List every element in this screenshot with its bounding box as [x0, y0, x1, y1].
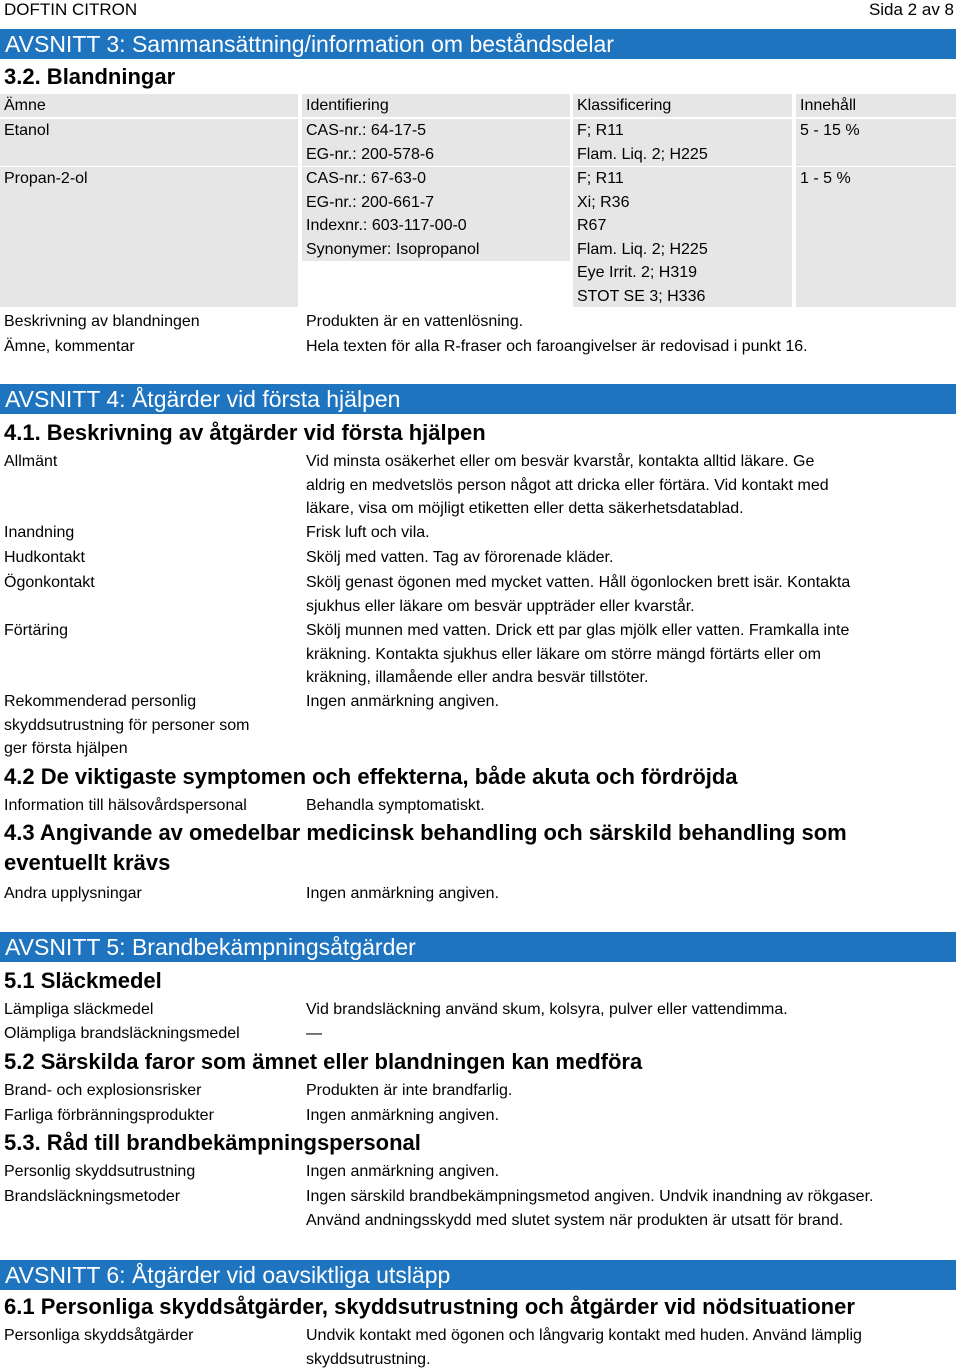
health-personnel-info-label: Information till hälsovårdspersonal	[4, 797, 247, 814]
subsection-4-1: 4.1. Beskrivning av åtgärder vid första hjälpen	[4, 420, 486, 445]
suitable-media-label: Lämpliga släckmedel	[4, 1001, 154, 1018]
classification-cell: F; R11 Flam. Liq. 2; H225	[573, 119, 792, 166]
subsection-5-2: 5.2 Särskilda faror som ämnet eller blandningen kan medföra	[4, 1049, 643, 1074]
first-aid-ingestion-value: Skölj munnen med vatten. Drick ett par glas mjölk eller vatten. Framkalla inte kräkning. Kontakta sjukhus eller läkare om större mängd förtärts eller om kräkning, illamående eller andra besvär tillstöter.	[306, 622, 850, 686]
first-aid-skin-value: Skölj med vatten. Tag av förorenade kläder.	[306, 549, 614, 566]
fire-risk-value: Produkten är inte brandfarlig.	[306, 1082, 513, 1099]
other-info-value: Ingen anmärkning angiven.	[306, 885, 500, 902]
combustion-products-label: Farliga förbränningsprodukter	[4, 1107, 214, 1124]
first-aid-general-label: Allmänt	[4, 453, 58, 470]
unsuitable-media-value: —	[306, 1025, 322, 1042]
first-aid-inhalation-label: Inandning	[4, 524, 75, 541]
extinguishing-method-label: Brandsläckningsmetoder	[4, 1188, 181, 1205]
personal-precautions-value: Undvik kontakt med ögonen och långvarig kontakt med huden. Använd lämplig skyddsutrustning.	[306, 1327, 862, 1368]
other-info-label: Andra upplysningar	[4, 885, 142, 902]
subsection-4-3: 4.3 Angivande av omedelbar medicinsk behandling och särskild behandling som eventuellt krävs	[4, 820, 847, 875]
fire-risk-label: Brand- och explosionsrisker	[4, 1082, 202, 1099]
section-3-title: AVSNITT 3: Sammansättning/information om beståndsdelar	[0, 29, 956, 59]
firefighter-ppe-label: Personlig skyddsutrustning	[4, 1163, 196, 1180]
section-6-title: AVSNITT 6: Åtgärder vid oavsiktliga utsläpp	[0, 1260, 956, 1290]
col-header-identification: Identifiering	[302, 94, 570, 117]
classification-cell: F; R11 Xi; R36 R67 Flam. Liq. 2; H225 Eye Irrit. 2; H319 STOT SE 3; H336	[573, 167, 792, 307]
substance-comment-label: Ämne, kommentar	[4, 338, 135, 355]
subsection-5-3: 5.3. Råd till brandbekämpningspersonal	[4, 1130, 421, 1155]
section-5-title: AVSNITT 5: Brandbekämpningsåtgärder	[0, 932, 956, 962]
first-aid-general-value: Vid minsta osäkerhet eller om besvär kvarstår, kontakta alltid läkare. Ge aldrig en medvetslös person något att dricka eller förtära. Vid kontakt med läkare, visa om möjligt etiketten eller detta säkerhetsdatablad.	[306, 453, 829, 517]
unsuitable-media-label: Olämpliga brandsläckningsmedel	[4, 1025, 240, 1042]
first-aider-ppe-label: Rekommenderad personlig skyddsutrustning för personer som ger första hjälpen	[4, 693, 250, 757]
substance-name: Propan-2-ol	[0, 167, 298, 307]
extinguishing-method-value: Ingen särskild brandbekämpningsmetod angiven. Undvik inandning av rökgaser. Använd andningsskydd med slutet system när produkten är utsatt för brand.	[306, 1188, 874, 1229]
first-aid-inhalation-value: Frisk luft och vila.	[306, 524, 430, 541]
health-personnel-info-value: Behandla symptomatiskt.	[306, 797, 485, 814]
content-cell: 1 - 5 %	[796, 167, 956, 307]
first-aid-skin-label: Hudkontakt	[4, 549, 85, 566]
first-aid-ingestion-label: Förtäring	[4, 622, 69, 639]
mixture-description-label: Beskrivning av blandningen	[4, 313, 200, 330]
identification-cell: CAS-nr.: 67-63-0 EG-nr.: 200-661-7 Indexnr.: 603-117-00-0 Synonymer: Isopropanol	[302, 167, 570, 261]
first-aid-eye-label: Ögonkontakt	[4, 574, 95, 591]
substance-name: Etanol	[0, 119, 298, 166]
personal-precautions-label: Personliga skyddsåtgärder	[4, 1327, 194, 1344]
col-header-substance: Ämne	[0, 94, 298, 117]
subsection-4-2: 4.2 De viktigaste symptomen och effekterna, både akuta och fördröjda	[4, 764, 738, 789]
substance-comment-value: Hela texten för alla R-fraser och faroangivelser är redovisad i punkt 16.	[306, 338, 808, 355]
subsection-6-1: 6.1 Personliga skyddsåtgärder, skyddsutrustning och åtgärder vid nödsituationer	[4, 1294, 855, 1319]
page-number: Sida 2 av 8	[868, 0, 954, 19]
col-header-classification: Klassificering	[573, 94, 792, 117]
subsection-5-1: 5.1 Släckmedel	[4, 968, 162, 993]
combustion-products-value: Ingen anmärkning angiven.	[306, 1107, 500, 1124]
mixture-description-value: Produkten är en vattenlösning.	[306, 313, 524, 330]
suitable-media-value: Vid brandsläckning använd skum, kolsyra, pulver eller vattendimma.	[306, 1001, 788, 1018]
col-header-content: Innehåll	[796, 94, 956, 117]
section-4-title: AVSNITT 4: Åtgärder vid första hjälpen	[0, 384, 956, 414]
firefighter-ppe-value: Ingen anmärkning angiven.	[306, 1163, 500, 1180]
first-aider-ppe-value: Ingen anmärkning angiven.	[306, 693, 500, 710]
subsection-3-2: 3.2. Blandningar	[4, 64, 176, 89]
content-cell: 5 - 15 %	[796, 119, 956, 166]
first-aid-eye-value: Skölj genast ögonen med mycket vatten. Håll ögonlocken brett isär. Kontakta sjukhus eller läkare om besvär uppträder eller kvarstår.	[306, 574, 851, 615]
product-name: DOFTIN CITRON	[4, 0, 138, 19]
identification-cell: CAS-nr.: 64-17-5 EG-nr.: 200-578-6	[302, 119, 570, 166]
